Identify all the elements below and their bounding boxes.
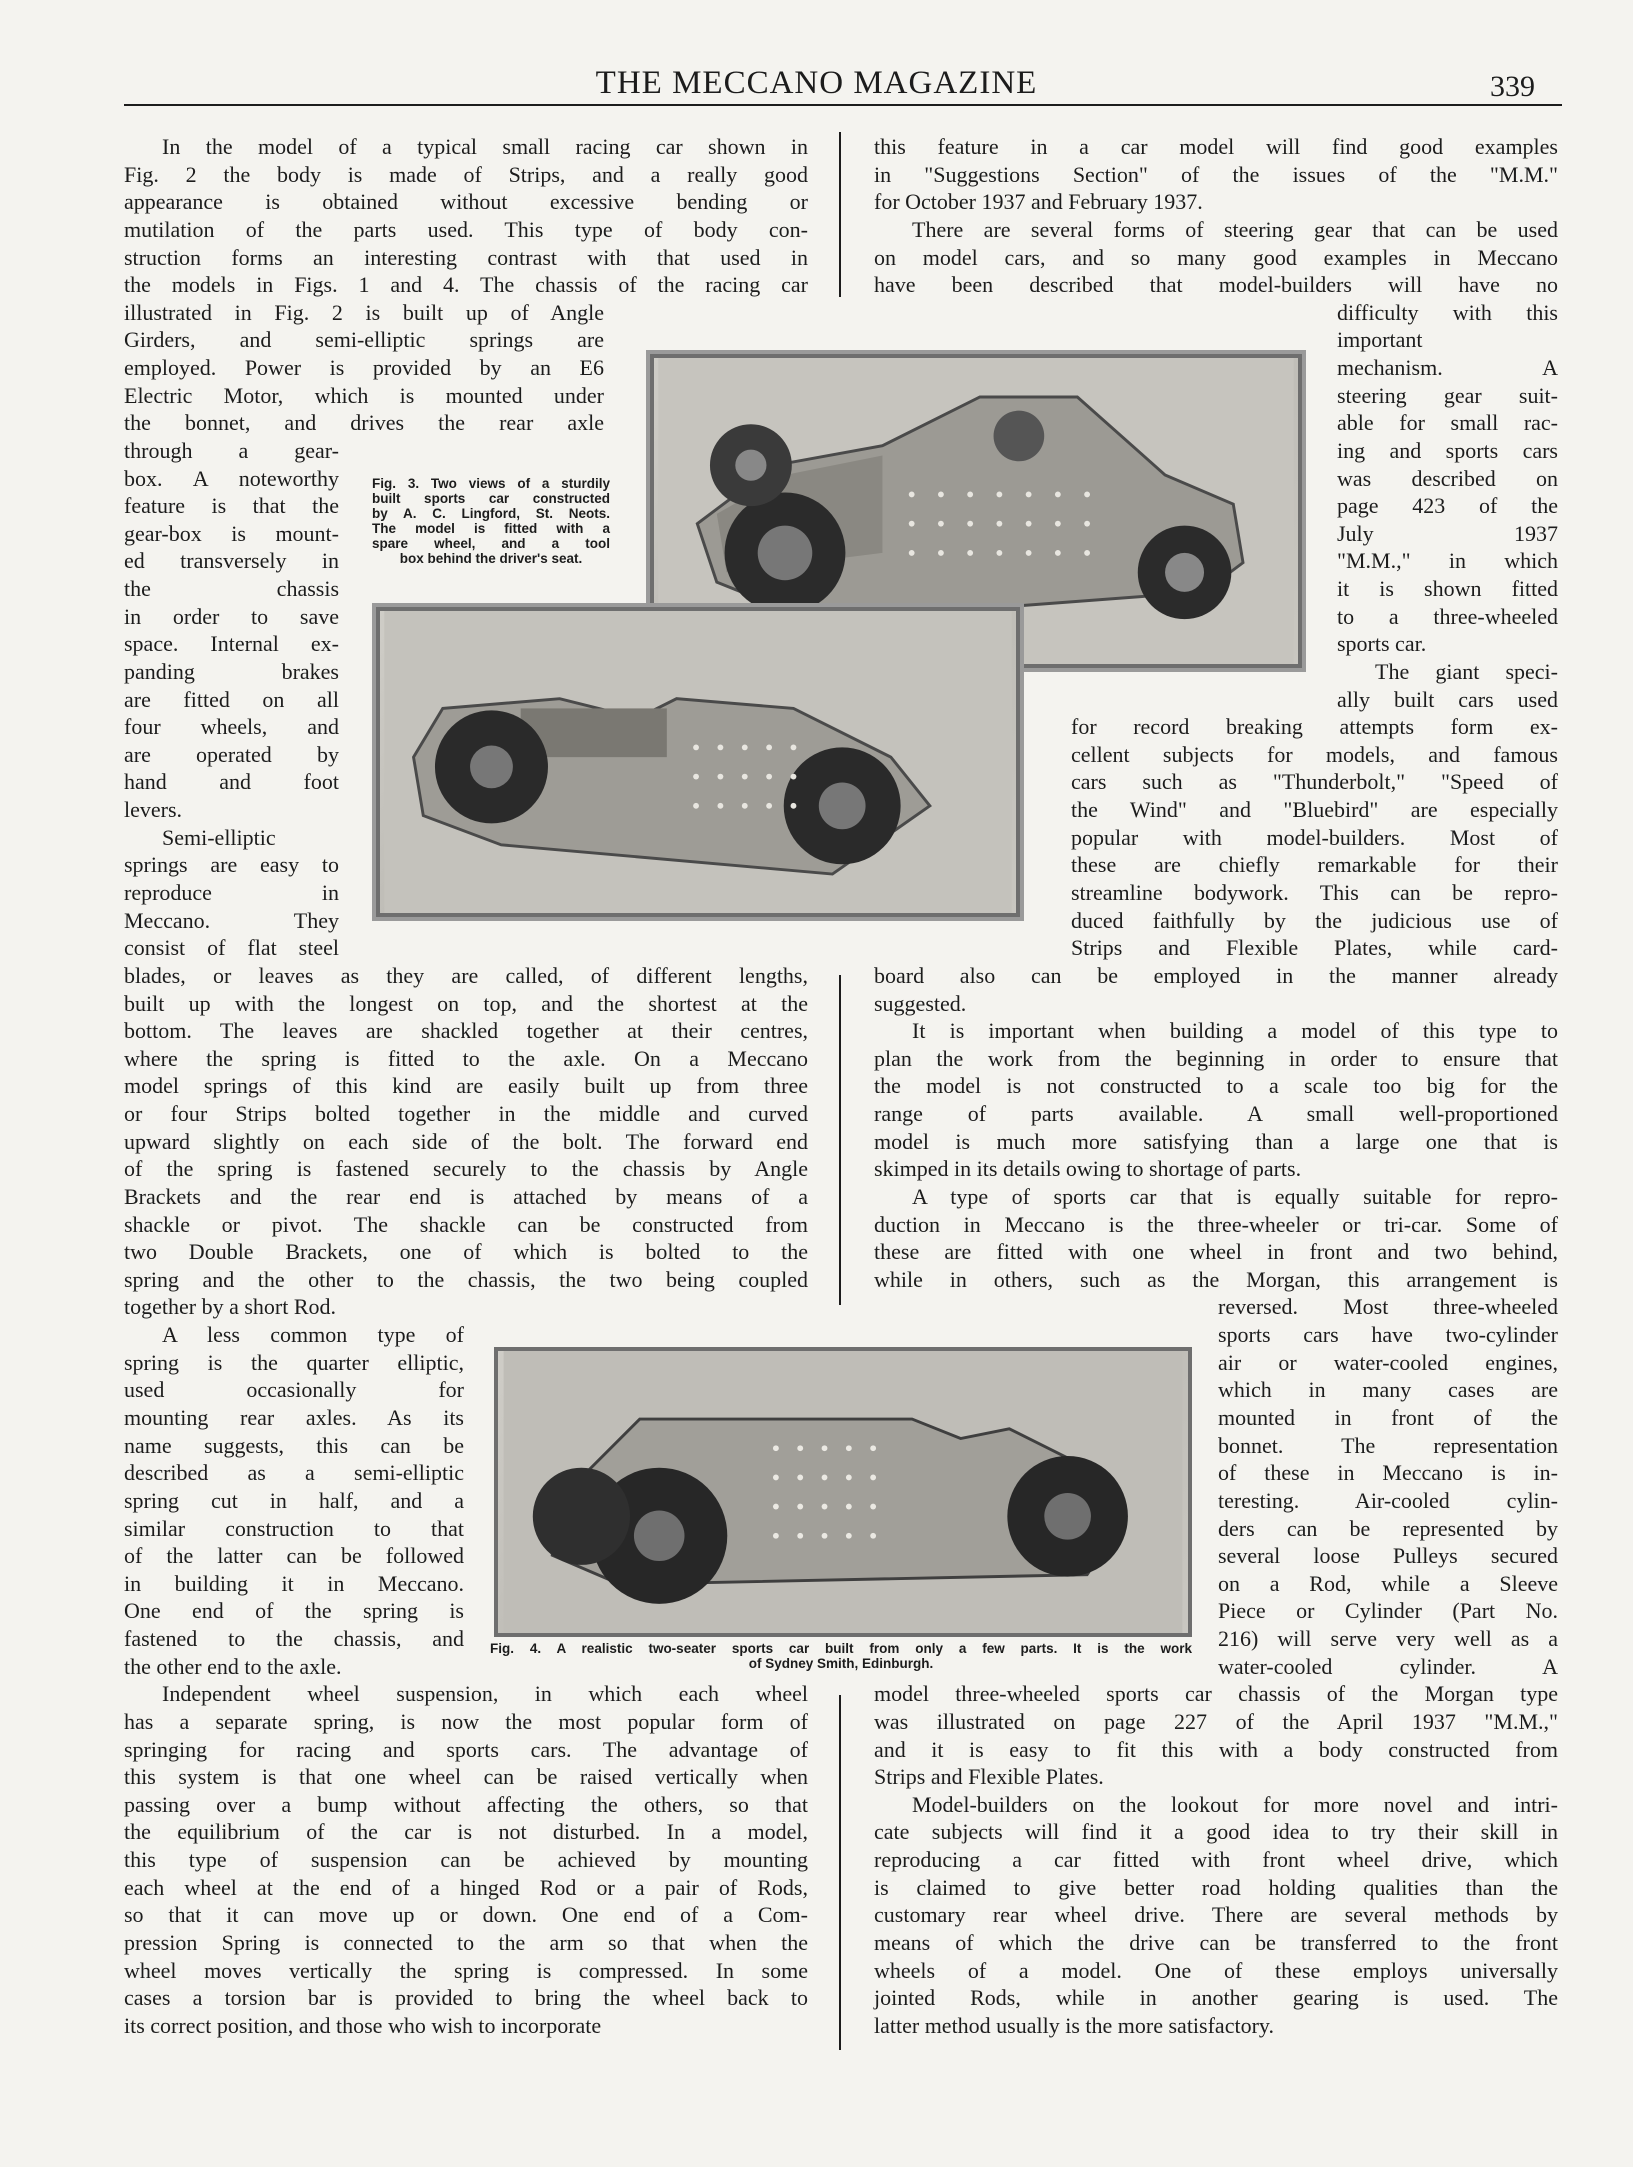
text-line: where the spring is fitted to the axle. On a Meccano xyxy=(124,1045,808,1071)
text-line: which in many cases are xyxy=(1218,1377,1558,1403)
text-line: shackle or pivot. The shackle can be constructed from xyxy=(124,1211,808,1237)
text-line: One end of the spring is xyxy=(124,1598,464,1624)
text-line: feature is that the xyxy=(124,493,339,519)
text-line: built up with the longest on top, and the shortest at the xyxy=(124,990,808,1016)
text-line: bonnet. The representation xyxy=(1218,1432,1558,1458)
text-line: has a separate spring, is now the most popular form of xyxy=(124,1708,808,1734)
text-line: have been described that model-builders will have no xyxy=(874,272,1558,298)
text-line: springing for racing and sports cars. The advantage of xyxy=(124,1736,808,1762)
text-line: the Wind" and "Bluebird" are especially xyxy=(1071,797,1558,823)
text-line: suggested. xyxy=(874,990,967,1016)
column-divider-middle xyxy=(839,975,841,1305)
text-line: four wheels, and xyxy=(124,714,339,740)
text-line: the models in Figs. 1 and 4. The chassis of the racing car xyxy=(124,272,808,298)
text-line: spring and the other to the chassis, the two being coupled xyxy=(124,1266,808,1292)
page-number: 339 xyxy=(1490,70,1535,103)
text-line: name suggests, this can be xyxy=(124,1432,464,1458)
text-line: mounting rear axles. As its xyxy=(124,1404,464,1430)
text-line: reversed. Most three-wheeled xyxy=(1218,1294,1558,1320)
text-line: space. Internal ex- xyxy=(124,631,339,657)
text-line: sports cars have two-cylinder xyxy=(1218,1322,1558,1348)
text-line: reproducing a car fitted with front wheel drive, which xyxy=(874,1847,1558,1873)
text-line: It is important when building a model of this type to xyxy=(912,1018,1558,1044)
column-divider-bottom xyxy=(839,1695,841,2050)
text-line: was described on xyxy=(1337,465,1558,491)
text-line: There are several forms of steering gear that can be used xyxy=(912,216,1558,242)
text-line: through a gear- xyxy=(124,437,339,463)
text-line: streamline bodywork. This can be repro- xyxy=(1071,880,1558,905)
fig3-caption-line: box behind the driver's seat. xyxy=(399,551,583,566)
text-line: of the spring is fastened securely to the chassis by Angle xyxy=(124,1156,808,1182)
text-line: of these in Meccano is in- xyxy=(1218,1460,1558,1486)
text-line: ders can be represented by xyxy=(1218,1515,1558,1541)
text-line: latter method usually is the more satisfactory. xyxy=(874,2012,1274,2038)
text-line: cars such as "Thunderbolt," "Speed of xyxy=(1071,769,1558,795)
text-line: water-cooled cylinder. A xyxy=(1218,1653,1558,1679)
text-line: upward slightly on each side of the bolt. The forward end xyxy=(124,1128,808,1154)
text-line: panding brakes xyxy=(124,658,339,684)
text-line: ed transversely in xyxy=(124,548,339,574)
text-line: air or water-cooled engines, xyxy=(1218,1349,1558,1375)
fig3-photo-bottom xyxy=(376,607,1020,917)
text-line: duced faithfully by the judicious use of xyxy=(1071,907,1558,933)
text-line: page 423 of the xyxy=(1337,493,1558,519)
text-line: the chassis xyxy=(124,576,339,602)
text-line: Independent wheel suspension, in which each wheel xyxy=(162,1681,808,1707)
text-line: cate subjects will find it a good idea to try their skill in xyxy=(874,1819,1558,1845)
text-line: to a three-wheeled xyxy=(1337,603,1558,629)
text-line: popular with model-builders. Most of xyxy=(1071,824,1558,850)
text-line: jointed Rods, while in another gearing is used. The xyxy=(874,1985,1558,2011)
fig3-caption-line: spare wheel, and a tool xyxy=(372,536,610,551)
text-line: fastened to the chassis, and xyxy=(124,1626,464,1652)
text-line: the bonnet, and drives the rear axle xyxy=(124,410,604,436)
text-line: or four Strips bolted together in the middle and curved xyxy=(124,1101,808,1127)
text-line: similar construction to that xyxy=(124,1515,464,1541)
text-line: two Double Brackets, one of which is bolted to the xyxy=(124,1239,808,1265)
fig3-caption-line: The model is fitted with a xyxy=(372,521,610,536)
text-line: "M.M.," in which xyxy=(1337,548,1558,574)
text-line: sports car. xyxy=(1337,631,1427,657)
text-line: each wheel at the end of a hinged Rod or a pair of Rods, xyxy=(124,1874,808,1900)
text-line: cases a torsion bar is provided to bring the wheel back to xyxy=(124,1985,808,2011)
text-line: in "Suggestions Section" of the issues of the "M.M." xyxy=(874,161,1558,187)
text-line: spring cut in half, and a xyxy=(124,1487,464,1513)
text-line: A type of sports car that is equally suitable for repro- xyxy=(912,1183,1558,1209)
text-line: struction forms an interesting contrast with that used in xyxy=(124,244,808,270)
two-seater-sports-car-image xyxy=(498,1351,1188,1633)
text-line: gear-box is mount- xyxy=(124,520,339,546)
text-line: wheel moves vertically the spring is compressed. In some xyxy=(124,1957,808,1983)
text-line: mechanism. A xyxy=(1337,355,1558,381)
text-line: so that it can move up or down. One end of a Com- xyxy=(124,1902,808,1928)
text-line: reproduce in xyxy=(124,880,339,905)
text-line: means of which the drive can be transferred to the front xyxy=(874,1929,1558,1955)
header-rule xyxy=(124,104,1562,106)
text-line: appearance is obtained without excessive bending or xyxy=(124,189,808,215)
text-line: steering gear suit- xyxy=(1337,382,1558,408)
text-line: A less common type of xyxy=(162,1322,464,1348)
text-line: Meccano. They xyxy=(124,907,339,933)
text-line: blades, or leaves as they are called, of different lengths, xyxy=(124,962,808,988)
text-line: Strips and Flexible Plates. xyxy=(874,1764,1104,1790)
text-line: this feature in a car model will find good examples xyxy=(874,134,1558,159)
sports-car-side-view-image xyxy=(380,611,1016,913)
text-line: model is much more satisfying than a large one that is xyxy=(874,1128,1558,1154)
text-line: its correct position, and those who wish to incorporate xyxy=(124,2012,602,2038)
text-line: the model is not constructed to a scale too big for the xyxy=(874,1073,1558,1099)
text-line: several loose Pulleys secured xyxy=(1218,1543,1558,1569)
text-line: levers. xyxy=(124,797,183,823)
text-line: it is shown fitted xyxy=(1337,576,1558,602)
text-line: spring is the quarter elliptic, xyxy=(124,1349,464,1375)
magazine-title: THE MECCANO MAGAZINE xyxy=(595,65,1038,101)
text-line: Model-builders on the lookout for more novel and intri- xyxy=(912,1791,1558,1817)
text-line: springs are easy to xyxy=(124,852,339,878)
text-line: plan the work from the beginning in order to ensure that xyxy=(874,1045,1558,1071)
text-line: used occasionally for xyxy=(124,1377,464,1403)
text-line: July 1937 xyxy=(1337,520,1558,546)
text-line: these are chiefly remarkable for their xyxy=(1071,852,1558,878)
text-line: Fig. 2 the body is made of Strips, and a really good xyxy=(124,161,808,187)
text-line: the equilibrium of the car is not disturbed. In a model, xyxy=(124,1819,808,1845)
text-line: Semi-elliptic xyxy=(162,824,276,850)
text-line: able for small rac- xyxy=(1337,410,1558,436)
text-line: model springs of this kind are easily built up from three xyxy=(124,1073,808,1099)
column-divider-top xyxy=(839,132,841,297)
text-line: passing over a bump without affecting the others, so that xyxy=(124,1791,808,1817)
text-line: customary rear wheel drive. There are several methods by xyxy=(874,1902,1558,1928)
text-line: box. A noteworthy xyxy=(124,465,339,491)
text-line: hand and foot xyxy=(124,769,339,795)
text-line: pression Spring is connected to the arm so that when the xyxy=(124,1929,808,1955)
text-line: this system is that one wheel can be raised vertically when xyxy=(124,1764,808,1790)
text-line: bottom. The leaves are shackled together at their centres, xyxy=(124,1018,808,1044)
fig4-caption xyxy=(490,1641,1192,1671)
fig4-photo xyxy=(494,1347,1192,1637)
text-line: cellent subjects for models, and famous xyxy=(1071,741,1558,767)
text-line: while in others, such as the Morgan, this arrangement is xyxy=(874,1266,1558,1292)
text-line: in order to save xyxy=(124,603,339,629)
text-line: described as a semi-elliptic xyxy=(124,1460,464,1486)
text-line: is claimed to give better road holding qualities than the xyxy=(874,1874,1558,1900)
text-line: these are fitted with one wheel in front and two behind, xyxy=(874,1239,1558,1265)
fig4-caption-line: Fig. 4. A realistic two-seater sports car built from only a few parts. It is the work xyxy=(490,1641,1192,1656)
text-line: on model cars, and so many good examples in Meccano xyxy=(874,244,1558,270)
text-line: ing and sports cars xyxy=(1337,437,1558,463)
text-line: consist of flat steel xyxy=(124,935,339,961)
fig4-caption-line: of Sydney Smith, Edinburgh. xyxy=(748,1656,934,1671)
text-line: duction in Meccano is the three-wheeler or tri-car. Some of xyxy=(874,1211,1558,1237)
text-line: was illustrated on page 227 of the April 1937 "M.M.," xyxy=(874,1708,1558,1734)
text-line: for October 1937 and February 1937. xyxy=(874,189,1203,215)
text-line: of the latter can be followed xyxy=(124,1543,464,1569)
text-line: In the model of a typical small racing car shown in xyxy=(162,134,808,159)
text-line: are operated by xyxy=(124,741,339,767)
text-line: employed. Power is provided by an E6 xyxy=(124,355,604,381)
text-line: model three-wheeled sports car chassis of the Morgan type xyxy=(874,1681,1558,1707)
text-line: wheels of a model. One of these employs universally xyxy=(874,1957,1558,1983)
text-line: mutilation of the parts used. This type of body con- xyxy=(124,216,808,242)
text-line: difficulty with this xyxy=(1337,299,1558,325)
text-line: Girders, and semi-elliptic springs are xyxy=(124,327,604,353)
text-line: The giant speci- xyxy=(1375,658,1558,684)
text-line: are fitted on all xyxy=(124,686,339,712)
fig3-caption-line: by A. C. Lingford, St. Neots. xyxy=(372,506,610,521)
fig3-caption-line: built sports car constructed xyxy=(372,491,610,506)
fig3-caption-line: Fig. 3. Two views of a sturdily xyxy=(372,476,610,491)
text-line: skimped in its details owing to shortage of parts. xyxy=(874,1156,1302,1182)
text-line: mounted in front of the xyxy=(1218,1404,1558,1430)
text-line: ally built cars used xyxy=(1337,686,1558,712)
text-line: board also can be employed in the manner already xyxy=(874,962,1558,988)
text-line: Electric Motor, which is mounted under xyxy=(124,382,604,408)
text-line: 216) will serve very well as a xyxy=(1218,1626,1558,1652)
text-line: for record breaking attempts form ex- xyxy=(1071,714,1558,740)
text-line: in building it in Meccano. xyxy=(124,1570,464,1596)
text-line: teresting. Air-cooled cylin- xyxy=(1218,1487,1558,1513)
text-line: important xyxy=(1337,327,1423,353)
text-line: together by a short Rod. xyxy=(124,1294,337,1320)
text-line: Brackets and the rear end is attached by means of a xyxy=(124,1183,808,1209)
text-line: illustrated in Fig. 2 is built up of Angle xyxy=(124,299,604,325)
text-line: and it is easy to fit this with a body constructed from xyxy=(874,1736,1558,1762)
text-line: Strips and Flexible Plates, while card- xyxy=(1071,935,1558,961)
text-line: on a Rod, while a Sleeve xyxy=(1218,1570,1558,1596)
text-line: Piece or Cylinder (Part No. xyxy=(1218,1598,1558,1624)
text-line: this type of suspension can be achieved by mounting xyxy=(124,1847,808,1873)
text-line: range of parts available. A small well-proportioned xyxy=(874,1101,1558,1127)
text-line: the other end to the axle. xyxy=(124,1653,342,1679)
fig3-caption xyxy=(372,476,610,566)
